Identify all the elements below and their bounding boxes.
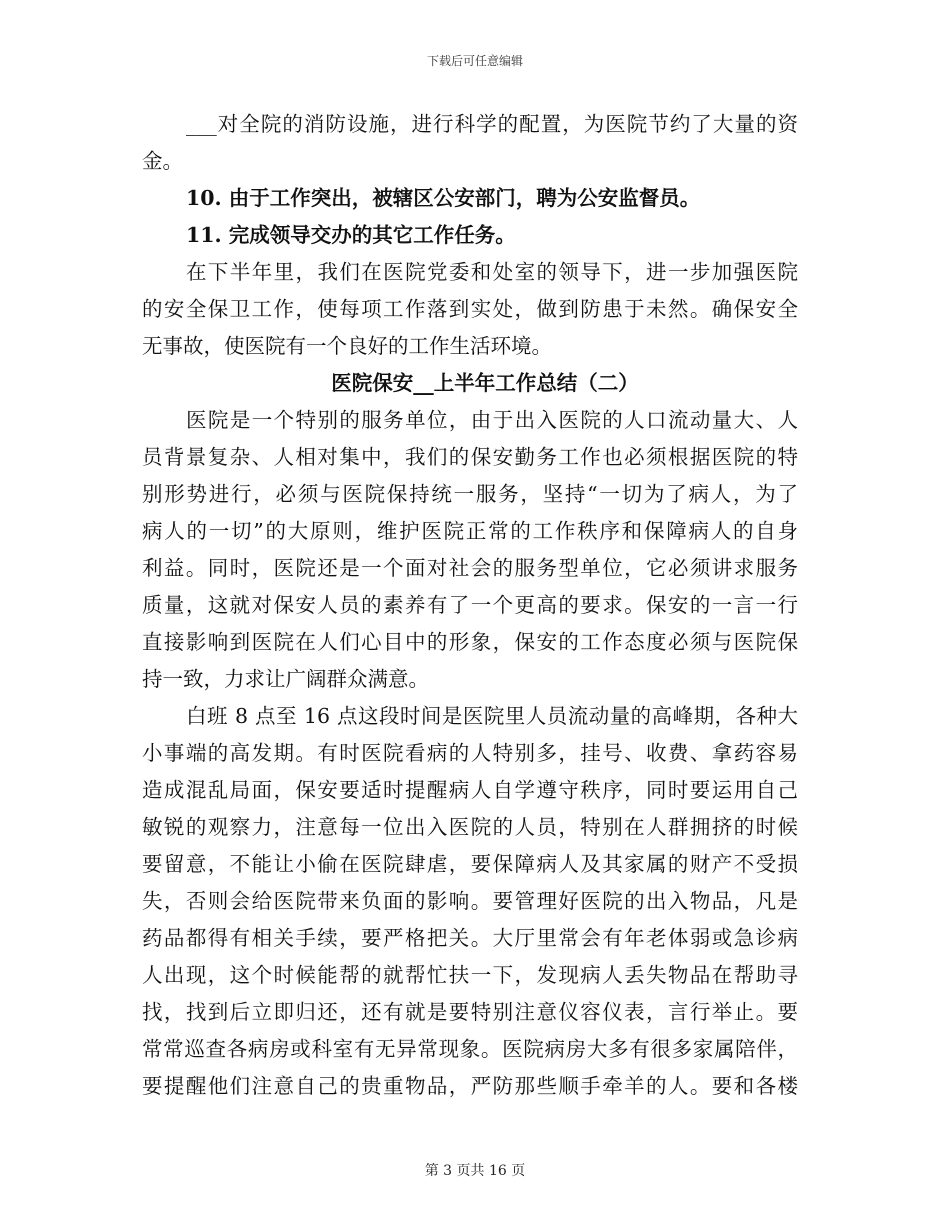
body-line: 造成混乱局面，保安要适时提醒病人自学遵守秩序，同时要运用自己 (142, 778, 798, 802)
body-line: 病人的一切”的大原则，维护医院正常的工作秩序和保障病人的自身 (142, 519, 798, 543)
body-line: 质量，这就对保安人员的素养有了一个更高的要求。保安的一言一行 (142, 593, 798, 617)
body-line: 在下半年里，我们在医院党委和处室的领导下，进一步加强医院 (186, 260, 798, 284)
body-line: 员背景复杂、人相对集中，我们的保安勤务工作也必须根据医院的特 (142, 445, 798, 469)
body-line: 直接影响到医院在人们心目中的形象，保安的工作态度必须与医院保 (142, 630, 798, 654)
section-heading: 医院保安__上半年工作总结（二） (331, 371, 639, 395)
list-item: 10. 由于工作突出，被辖区公安部门，聘为公安监督员。 (186, 186, 701, 210)
body-line: 金。 (142, 149, 183, 173)
body-line: 要留意，不能让小偷在医院肆虐，要保障病人及其家属的财产不受损 (142, 852, 798, 876)
body-line: 别形势进行，必须与医院保持统一服务，坚持“一切为了病人，为了 (142, 482, 798, 506)
body-line: 找，找到后立即归还，还有就是要特别注意仪容仪表，言行举止。要 (142, 1000, 798, 1024)
body-line: 失，否则会给医院带来负面的影响。要管理好医院的出入物品，凡是 (142, 889, 798, 913)
body-line: 要提醒他们注意自己的贵重物品，严防那些顺手牵羊的人。要和各楼 (142, 1074, 798, 1098)
body-line: 敏锐的观察力，注意每一位出入医院的人员，特别在人群拥挤的时候 (142, 815, 798, 839)
body-line: 药品都得有相关手续，要严格把关。大厅里常会有年老体弱或急诊病 (142, 926, 798, 950)
document-body (142, 106, 798, 1105)
list-item: 11. 完成领导交办的其它工作任务。 (186, 223, 516, 247)
body-line: 人出现，这个时候能帮的就帮忙扶一下，发现病人丢失物品在帮助寻 (142, 963, 798, 987)
body-line: 持一致，力求让广阔群众满意。 (142, 667, 429, 691)
body-line: 无事故，使医院有一个良好的工作生活环境。 (142, 334, 552, 358)
page-header: 下载后可任意编辑 (426, 54, 523, 68)
body-line: 常常巡查各病房或科室有无异常现象。医院病房大多有很多家属陪伴， (142, 1037, 798, 1061)
body-line: 小事端的高发期。有时医院看病的人特别多，挂号、收费、拿药容易 (142, 741, 798, 765)
body-line: 的安全保卫工作，使每项工作落到实处，做到防患于未然。确保安全 (142, 297, 798, 321)
body-line: 利益。同时，医院还是一个面对社会的服务型单位，它必须讲求服务 (142, 556, 798, 580)
page-footer: 第 3 页共 16 页 (424, 1163, 526, 1179)
body-line: 白班 8 点至 16 点这段时间是医院里人员流动量的高峰期，各种大 (186, 704, 798, 728)
body-line: 医院是一个特别的服务单位，由于出入医院的人口流动量大、人 (186, 408, 798, 432)
body-line: ___对全院的消防设施，进行科学的配置，为医院节约了大量的资 (186, 112, 798, 136)
